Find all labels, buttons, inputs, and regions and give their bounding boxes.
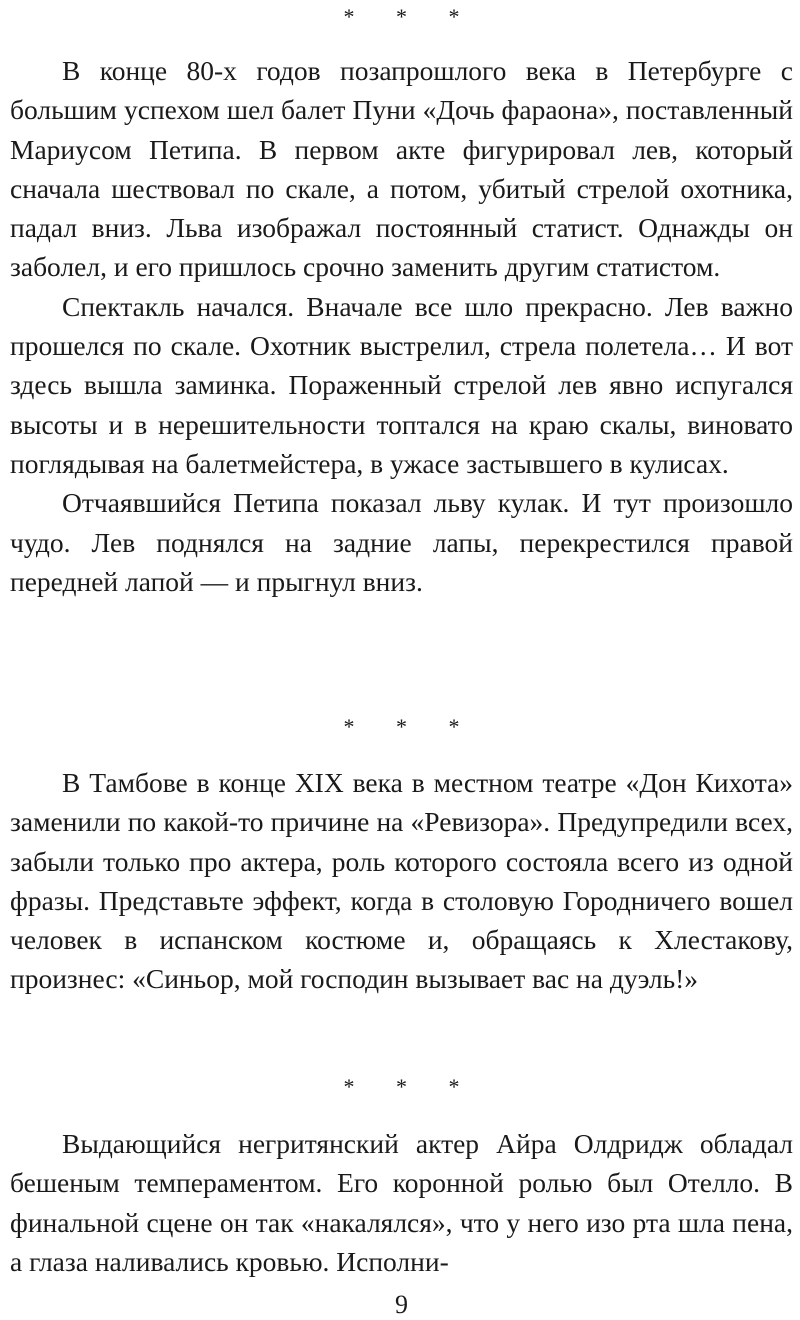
page-number: 9 — [395, 1290, 408, 1319]
anecdote-aldridge-othello — [10, 1124, 793, 1281]
anecdote-lion-ballet — [10, 51, 793, 601]
book-page — [10, 0, 793, 1320]
paragraph: Выдающийся негритянский актер Айра Олдридж обладал бешеным темпераментом. Его коронной ролью был Отелло. В финальной сцене он так «накалялся», что у него изо рта шла пена, а глаза наливались кровью. Исполни- — [10, 1128, 793, 1277]
paragraph: Спектакль начался. Вначале все шло прекрасно. Лев важно прошелся по скале. Охотник выстрелил, стрела полетела… И вот здесь вышла заминка. Пораженный стрелой лев явно испугался высоты и в нерешительности топтался на краю скалы, виновато поглядывая на балетмейстера, в ужасе застывшего в кулисах. — [10, 290, 793, 479]
anecdote-tambov-theatre — [10, 763, 793, 999]
paragraph: В Тамбове в конце XIX века в местном театре «Дон Кихота» заменили по какой-то причине на «Ревизора». Предупредили всех, забыли только про актера, роль которого состояла всего из одной фразы. Представьте эффект, когда в столовую Городничего вошел человек в испанском костюме и, обращаясь к Хлестакову, произнес: «Синьор, мой господин вызывает вас на дуэль!» — [10, 767, 793, 995]
section-divider: * * * — [343, 4, 478, 29]
section-divider: * * * — [343, 1074, 478, 1099]
paragraph: В конце 80-х годов позапрошлого века в Петербурге с большим успехом шел балет Пуни «Дочь фараона», поставленный Мариусом Петипа. В первом акте фигурировал лев, который сначала шествовал по скале, а потом, убитый стрелой охотника, падал вниз. Льва изображал постоянный статист. Однажды он заболел, и его пришлось срочно заменить другим статистом. — [10, 55, 793, 283]
section-divider: * * * — [343, 714, 478, 739]
paragraph: Отчаявшийся Петипа показал льву кулак. И тут произошло чудо. Лев поднялся на задние лапы, перекрестился правой передней лапой — и прыгнул вниз. — [10, 487, 793, 597]
